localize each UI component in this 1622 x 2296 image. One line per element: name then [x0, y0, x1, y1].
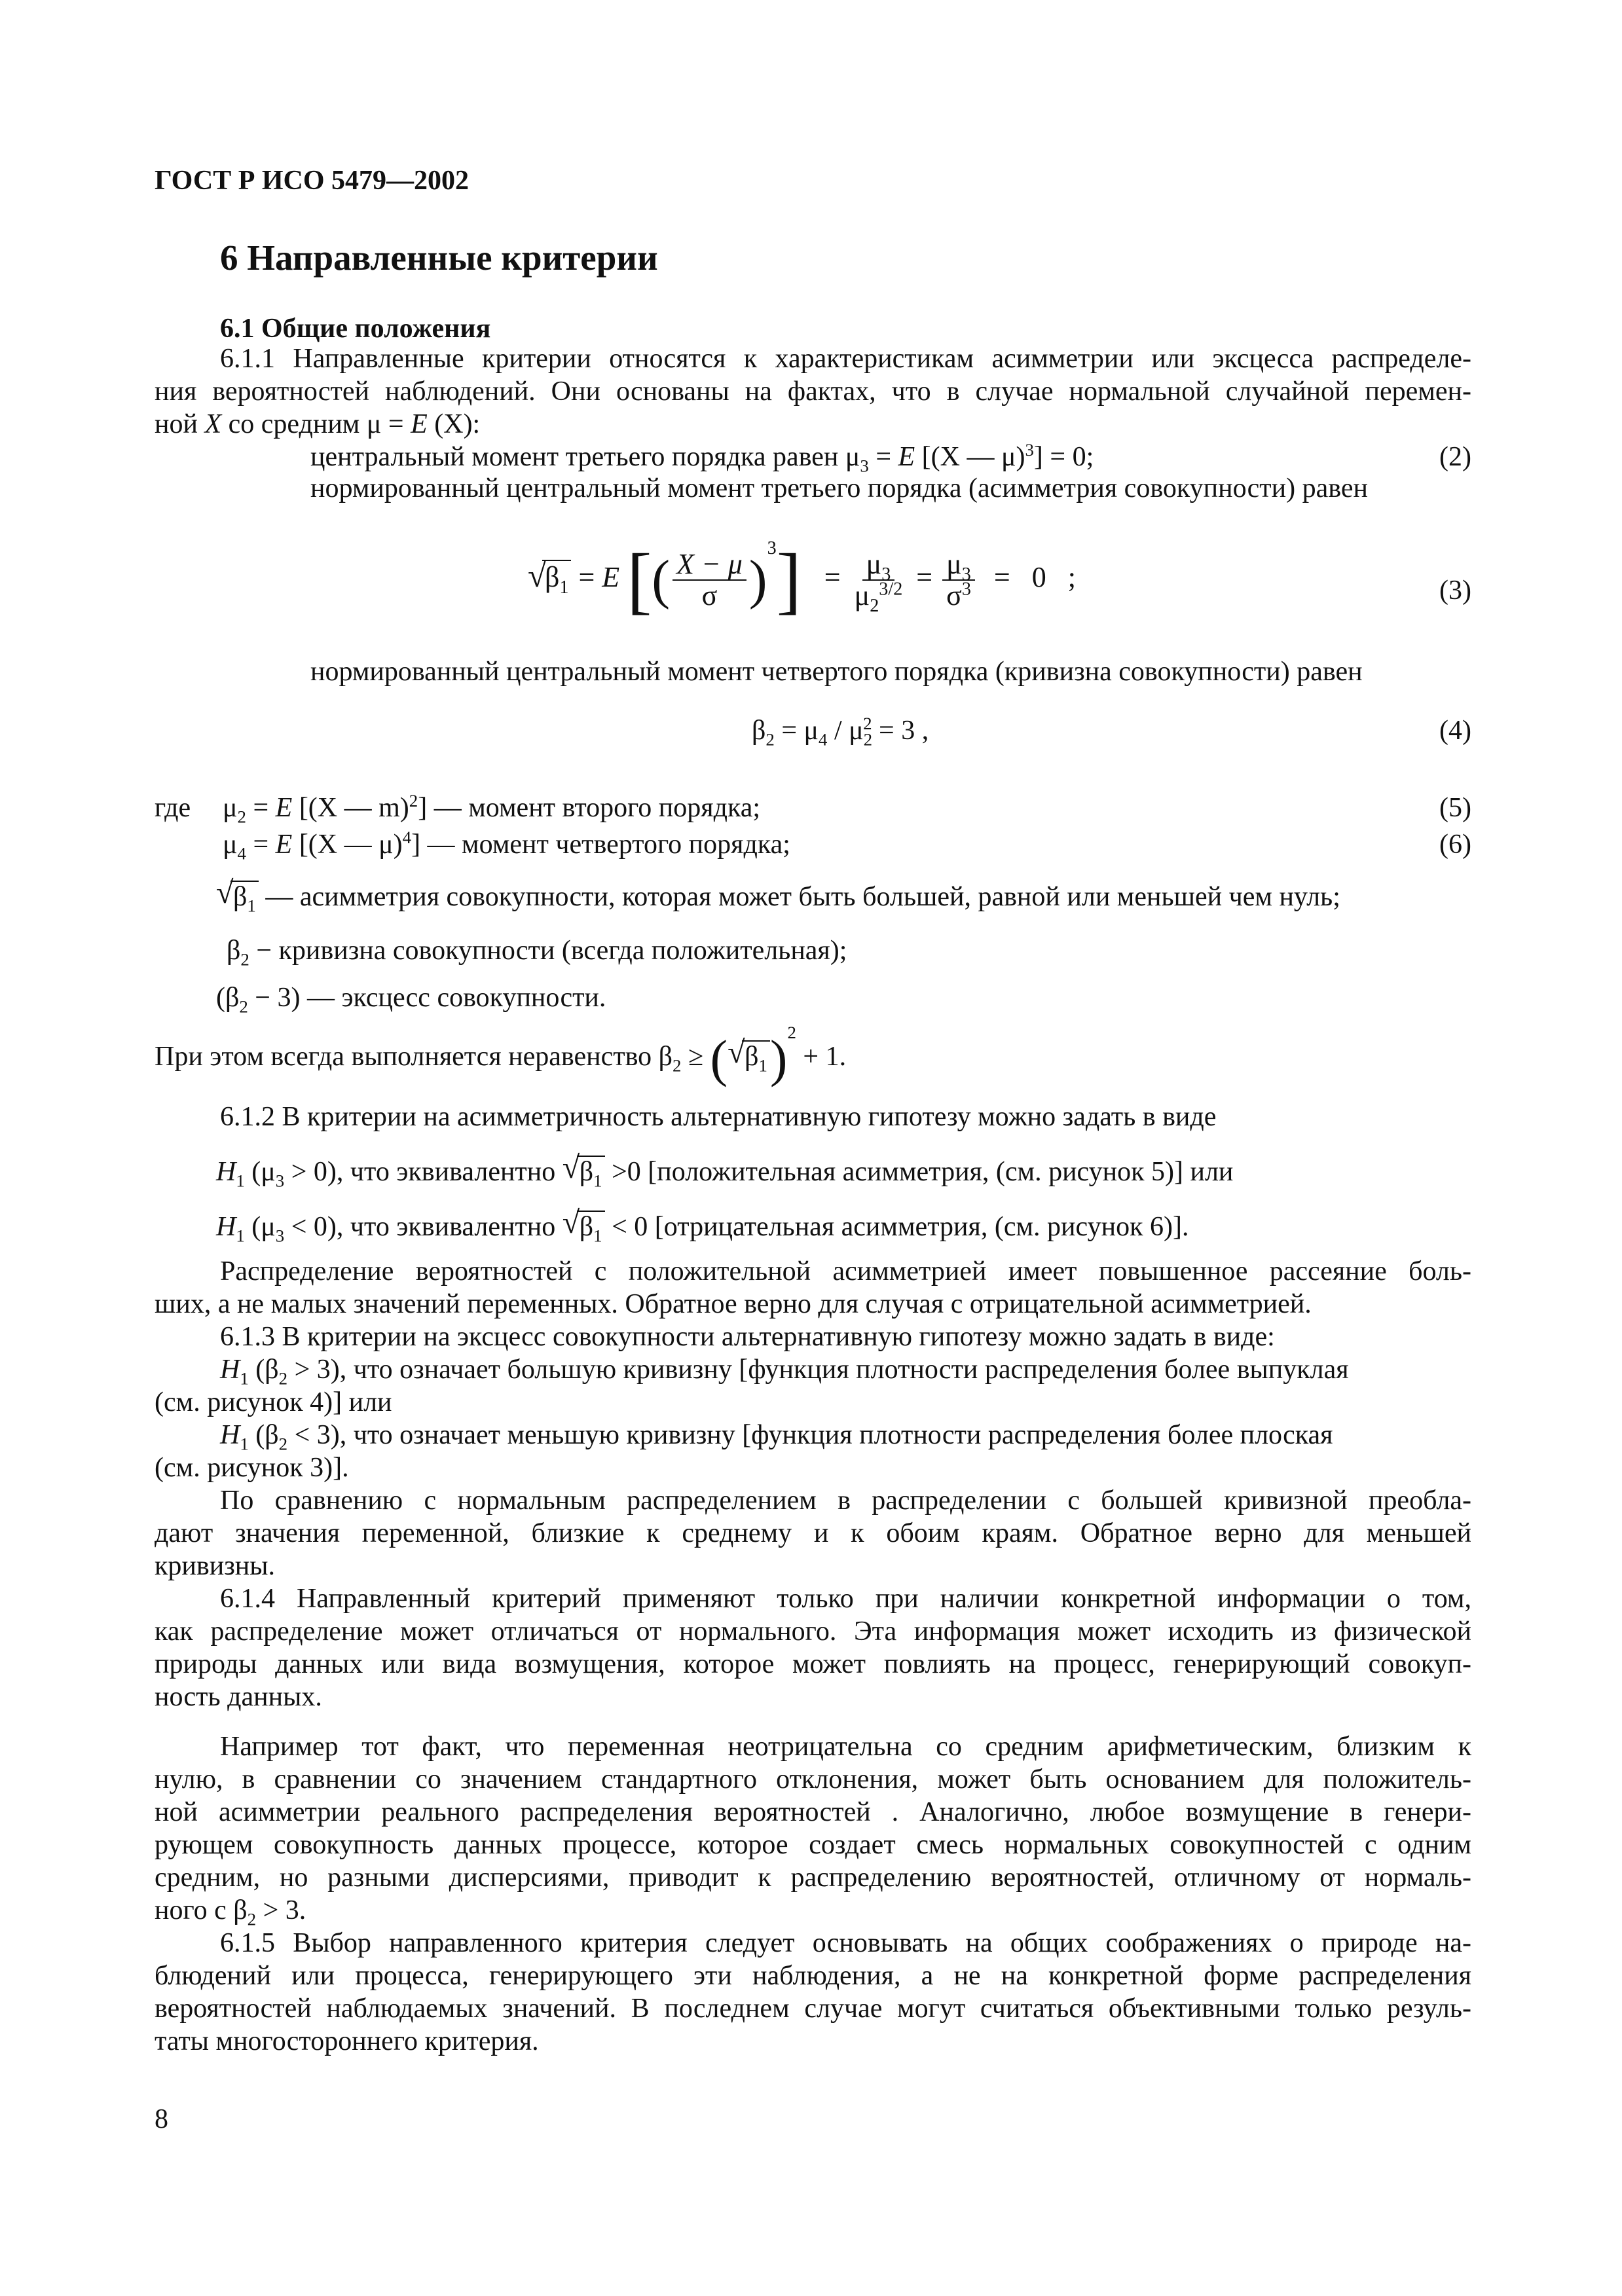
- paragraph-line: 6.1.4 Направленный критерий применяют только при наличии конкретной информации о том,: [220, 1584, 1471, 1614]
- paragraph-line: ной асимметрии реального распределения вероятностей . Аналогично, любое возмущение в генери-: [155, 1797, 1471, 1827]
- paragraph-line: вероятностей наблюдаемых значений. В последнем случае могут считаться объективными только резуль-: [155, 1994, 1471, 2024]
- equation-3: √ $\beta_1 = E$ [( $\frac{X - \mu}{\sigma}$ )$^3$] = $\frac{\mu_3}{\mu_2^{3/2}}$ = $\frac{\mu_3}{\sigma^3}$ = 0 ;: [528, 538, 1076, 621]
- equation-number: (3): [1439, 575, 1471, 606]
- paragraph-line: ния вероятностей наблюдений. Они основаны на фактах, что в случае нормальной случайной перемен-: [155, 376, 1471, 407]
- paragraph-line: ших, а не малых значений переменных. Обратное верно для случая с отрицательной асимметрией.: [155, 1289, 1312, 1319]
- equation-number: (4): [1439, 716, 1471, 746]
- paragraph-line: средним, но разными дисперсиями, приводит к распределению вероятностей, отличному от нормаль-: [155, 1863, 1471, 1893]
- hypothesis-positive-skew: $H_1$ $(\mu_3 > 0)$, что эквивалентно √ $\beta_1 >0$ [положительная асимметрия, (см. рисунок 5)] или: [216, 1150, 1234, 1191]
- paragraph-6-1-2: 6.1.2 В критерии на асимметричность альтернативную гипотезу можно задать в виде: [220, 1102, 1217, 1132]
- paragraph-line: нулю, в сравнении со значением стандартного отклонения, может быть основанием для положитель-: [155, 1764, 1471, 1795]
- paragraph-line: таты многостороннего критерия.: [155, 2026, 539, 2056]
- eq3-intro: нормированный центральный момент третьего порядка (асимметрия совокупности) равен: [310, 473, 1368, 503]
- paragraph-line: дают значения переменной, близкие к среднему и к обоим краям. Обратное верно для меньшей: [155, 1518, 1471, 1548]
- inequality-line: При этом всегда выполняется неравенство $\beta_2$ ≥ ( √ $\beta_1)^2 + 1$.: [155, 1023, 847, 1088]
- paragraph-line: Например тот факт, что переменная неотрицательна со средним арифметическим, близким к: [220, 1732, 1471, 1762]
- paragraph-line: 6.1.5 Выбор направленного критерия следует основывать на общих соображениях о природе на-: [220, 1928, 1471, 1958]
- fraction: $\frac{\mu_3}{\mu_2^{3/2}}$: [854, 548, 903, 616]
- subsection-title: 6.1 Общие положения: [220, 314, 491, 344]
- paragraph-line: рующем совокупность данных процессе, которое создает смесь нормальных совокупностей с одним: [155, 1830, 1471, 1860]
- paragraph-line: природы данных или вида возмущения, которое может повлиять на процесс, генерирующий совокуп-: [155, 1649, 1471, 1679]
- definition-6: $\mu_4 = E$ [(X — μ)$^4$] — момент четвертого порядка;: [223, 828, 790, 864]
- paragraph-line: (см. рисунок 3)].: [155, 1453, 349, 1483]
- page-number: 8: [155, 2104, 168, 2134]
- hypothesis-kurtosis-gt: $H_1$ $(\beta_2 > 3)$, что означает большую кривизну [функция плотности распределения более выпуклая: [220, 1355, 1349, 1389]
- paragraph-6-1-3: 6.1.3 В критерии на эксцесс совокупности альтернативную гипотезу можно задать в виде:: [220, 1322, 1275, 1352]
- definition-5: $\mu_2 = E$ [(X — m)$^2$] — момент второго порядка;: [223, 791, 761, 827]
- definition-kurtosis: $\beta_2$ − кривизна совокупности (всегда положительная);: [227, 936, 847, 970]
- paragraph-line: (см. рисунок 4)] или: [155, 1387, 392, 1417]
- section-title: 6 Направленные критерии: [220, 238, 658, 278]
- equation-4: $\beta_2 = \mu_4 / \mu_2^2 = 3$ ,: [752, 714, 929, 750]
- paragraph-line: 6.1.1 Направленные критерии относятся к характеристикам асимметрии или эксцесса распределе-: [220, 344, 1471, 374]
- hypothesis-kurtosis-lt: $H_1$ $(\beta_2 < 3)$, что означает меньшую кривизну [функция плотности распределения более плоская: [220, 1420, 1333, 1454]
- paragraph-line: По сравнению с нормальным распределением в распределении с большей кривизной преобла-: [220, 1485, 1471, 1516]
- eq4-intro: нормированный центральный момент четвертого порядка (кривизна совокупности) равен: [310, 657, 1363, 687]
- definition-excess: $(\beta_2 - 3)$ — эксцесс совокупности.: [216, 983, 606, 1017]
- equation-2: центральный момент третьего порядка равен $\mu_3 = E$ [(X — μ)$^3$] = 0;: [310, 440, 1094, 476]
- definition-skewness: √ $\beta_1$ — асимметрия совокупности, которая может быть большей, равной или меньшей чем нуль;: [216, 875, 1340, 916]
- paragraph-line: Распределение вероятностей с положительной асимметрией имеет повышенное рассеяние боль-: [220, 1256, 1471, 1286]
- equation-number: (5): [1439, 793, 1471, 823]
- paragraph-line: как распределение может отличаться от нормального. Эта информация может исходить из физической: [155, 1616, 1471, 1647]
- standard-header: ГОСТ Р ИСО 5479—2002: [155, 166, 470, 196]
- where-label: где: [155, 793, 191, 823]
- paragraph-line: блюдений или процесса, генерирующего эти наблюдения, а не на конкретной форме распределения: [155, 1961, 1471, 1991]
- fraction: $\frac{\mu_3}{\sigma^3}$: [942, 549, 975, 611]
- paragraph-line: ной X со средним μ = E (X):: [155, 409, 481, 439]
- paragraph-line: ность данных.: [155, 1682, 322, 1712]
- equation-number: (2): [1439, 442, 1471, 472]
- sqrt-beta1: √ $\beta_1$: [528, 560, 571, 594]
- equation-number: (6): [1439, 829, 1471, 860]
- paragraph-line: кривизны.: [155, 1551, 275, 1581]
- fraction: $\frac{X - \mu}{\sigma}$: [673, 549, 746, 611]
- paragraph-line: ного с $\beta_2 > 3$.: [155, 1895, 306, 1929]
- hypothesis-negative-skew: $H_1$ $(\mu_3 < 0)$, что эквивалентно √ $\beta_1 < 0$ [отрицательная асимметрия, (см. рисунок 6)].: [216, 1205, 1189, 1246]
